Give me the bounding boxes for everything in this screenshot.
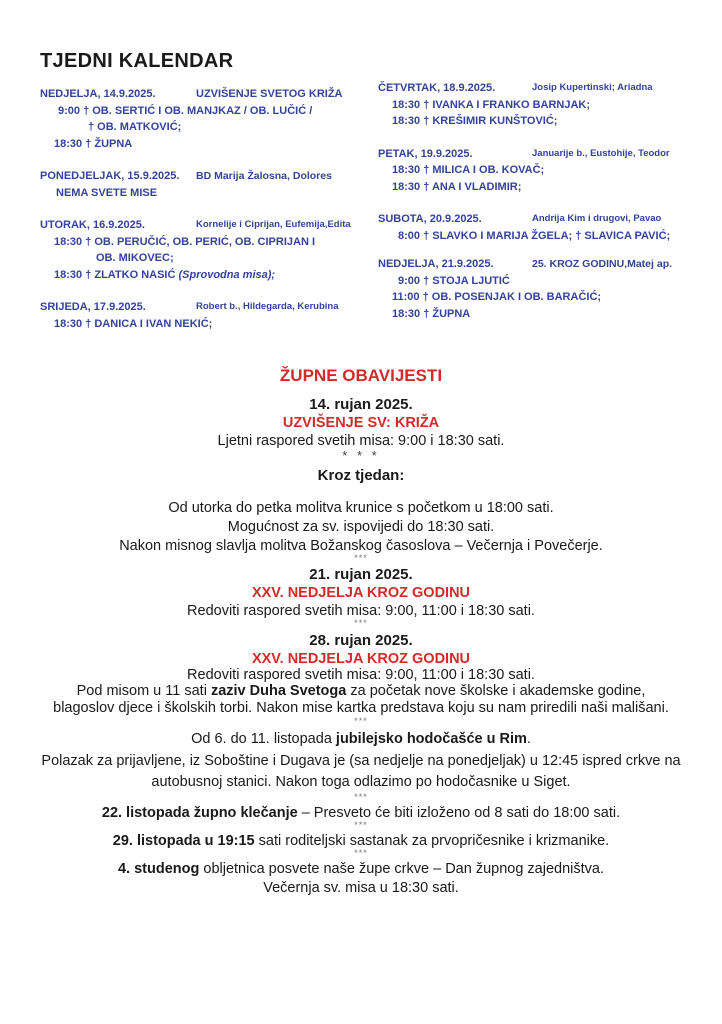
separator-stars: *** <box>354 716 368 726</box>
saint-names: Andrija Kim i drugovi, Pavao <box>532 213 662 224</box>
calendar-day-header: NEDJELJA, 14.9.2025. UZVIŠENJE SVETOG KRIŽA <box>40 86 370 103</box>
feast-title: UZVIŠENJE SV: KRIŽA <box>282 415 440 431</box>
calendar-left-column <box>40 86 370 332</box>
saint-names: Januarije b., Eustohije, Teodor <box>532 147 670 159</box>
mass-intention: 18:30 † MILICA I OB. KOVAČ; <box>392 164 545 176</box>
announcement-line: 4. studenog obljetnica posvete naše župe crkve – Dan župnog zajedništva. <box>117 861 604 877</box>
calendar-day-header: PONEDJELJAK, 15.9.2025. BD Marija Žalosna, Dolores <box>40 168 370 185</box>
separator-stars: *** <box>354 820 368 830</box>
mass-intention: 18:30 † KREŠIMIR KUNŠTOVIĆ; <box>392 115 558 127</box>
separator-stars: *** <box>354 848 368 858</box>
mass-intention: 18:30 † ŽUPNA <box>54 137 133 150</box>
calendar-day-header: SRIJEDA, 17.9.2025. Robert b., Hildegarda, Kerubina <box>40 299 370 316</box>
calendar-right-column <box>378 80 698 322</box>
calendar-day-header: PETAK, 19.9.2025. Januarije b., Eustohije, Teodor <box>378 146 698 163</box>
announcement-line: Od utorka do petka molitva krunice s početkom u 18:00 sati. <box>168 500 554 516</box>
mass-intention: 18:30 † ZLATKO NASIĆ (Sprovodna misa); <box>54 268 276 281</box>
mass-intention: 18:30 † OB. PERUČIĆ, OB. PERIĆ, OB. CIPRIJAN I <box>54 235 316 248</box>
announcement-paragraph: Polazak za prijavljene, iz Soboštine i Dugava je (sa nedjelje na ponedjeljak) u 12:45 ispred crkve na autobusnoj stanici. Nakon toga odlazimo po hodočasnike u Siget. <box>41 753 681 790</box>
mass-intention: 9:00 † STOJA LJUTIĆ <box>398 274 510 287</box>
announcement-line: 22. listopada župno klečanje – Presveto će biti izloženo od 8 sati do 18:00 sati. <box>101 805 621 821</box>
mass-intention: 18:30 † DANICA I IVAN NEKIĆ; <box>54 317 213 330</box>
calendar-day-header: NEDJELJA, 21.9.2025. 25. KROZ GODINU,Matej ap. <box>378 256 698 273</box>
feast-name: UZVIŠENJE SVETOG KRIŽA <box>196 88 343 100</box>
saint-names: Robert b., Hildegarda, Kerubina <box>196 301 339 312</box>
saint-names: Josip Kupertinski; Ariadna <box>532 82 653 93</box>
week-heading: Kroz tjedan: <box>317 467 405 484</box>
calendar-day-header: UTORAK, 16.9.2025. Kornelije i Ciprijan, Eufemija,Edita <box>40 217 370 234</box>
feast-name: BD Marija Žalosna, Dolores <box>196 170 332 182</box>
mass-schedule: Redoviti raspored svetih misa: 9:00, 11:00 i 18:30 sati. <box>187 667 535 683</box>
mass-intention: 11:00 † OB. POSENJAK I OB. BARAČIĆ; <box>392 291 602 303</box>
announcement-paragraph: Pod misom u 11 sati zaziv Duha Svetoga za početak nove školske i akademske godine, blagoslov djece i školskih torbi. Nakon mise kartka predstava koju su nam priredili naši mališani. <box>53 683 669 716</box>
announcement-date: 28. rujan 2025. <box>309 632 413 649</box>
mass-intention: 9:00 † OB. SERTIĆ I OB. MANJKAZ / OB. LUČIĆ / <box>58 104 313 117</box>
mass-intention: 18:30 † IVANKA I FRANKO BARNJAK; <box>392 98 591 111</box>
mass-schedule: Ljetni raspored svetih misa: 9:00 i 18:30 sati. <box>217 433 505 449</box>
feast-title: XXV. NEDJELJA KROZ GODINU <box>251 585 471 601</box>
announcement-date: 21. rujan 2025. <box>309 566 413 583</box>
calendar-day-header: SUBOTA, 20.9.2025. Andrija Kim i drugovi, Pavao <box>378 211 698 228</box>
calendar-title: TJEDNI KALENDAR <box>40 50 234 72</box>
parish-announcements <box>0 366 722 896</box>
feast-title: XXV. NEDJELJA KROZ GODINU <box>251 651 471 667</box>
mass-intention: 18:30 † ANA I VLADIMIR; <box>392 180 522 193</box>
mass-schedule: Redoviti raspored svetih misa: 9:00, 11:00 i 18:30 sati. <box>187 603 535 619</box>
separator-stars: *** <box>354 553 368 563</box>
announcement-line: Večernja sv. misa u 18:30 sati. <box>263 880 459 896</box>
mass-intention: 8:00 † SLAVKO I MARIJA ŽGELA; † SLAVICA PAVIĆ; <box>398 229 671 242</box>
announcement-line: Nakon misnog slavlja molitva Božanskog časoslova – Večernja i Povečerje. <box>119 538 603 554</box>
saint-names: Kornelije i Ciprijan, Eufemija,Edita <box>196 219 351 230</box>
mass-intention: 18:30 † ŽUPNA <box>392 307 471 320</box>
separator-stars: * * * <box>342 448 380 463</box>
announcement-line: 29. listopada u 19:15 sati roditeljski sastanak za prvopričesnike i krizmanike. <box>112 833 610 849</box>
announcement-line: Mogućnost za sv. ispovijedi do 18:30 sati. <box>227 519 495 535</box>
announcement-date: 14. rujan 2025. <box>309 396 413 413</box>
calendar-day-header: ČETVRTAK, 18.9.2025. Josip Kupertinski; Ariadna <box>378 80 698 97</box>
announcement-line: Od 6. do 11. listopada jubilejsko hodočašće u Rim. <box>191 731 531 747</box>
feast-name: 25. KROZ GODINU,Matej ap. <box>532 258 673 270</box>
separator-stars: *** <box>354 618 368 628</box>
announcements-heading: ŽUPNE OBAVIJESTI <box>279 366 443 385</box>
separator-stars: *** <box>354 792 368 802</box>
mass-intention: NEMA SVETE MISE <box>56 186 158 199</box>
mass-intention: OB. MIKOVEC; <box>96 252 174 264</box>
mass-intention: † OB. MATKOVIĆ; <box>88 121 182 133</box>
